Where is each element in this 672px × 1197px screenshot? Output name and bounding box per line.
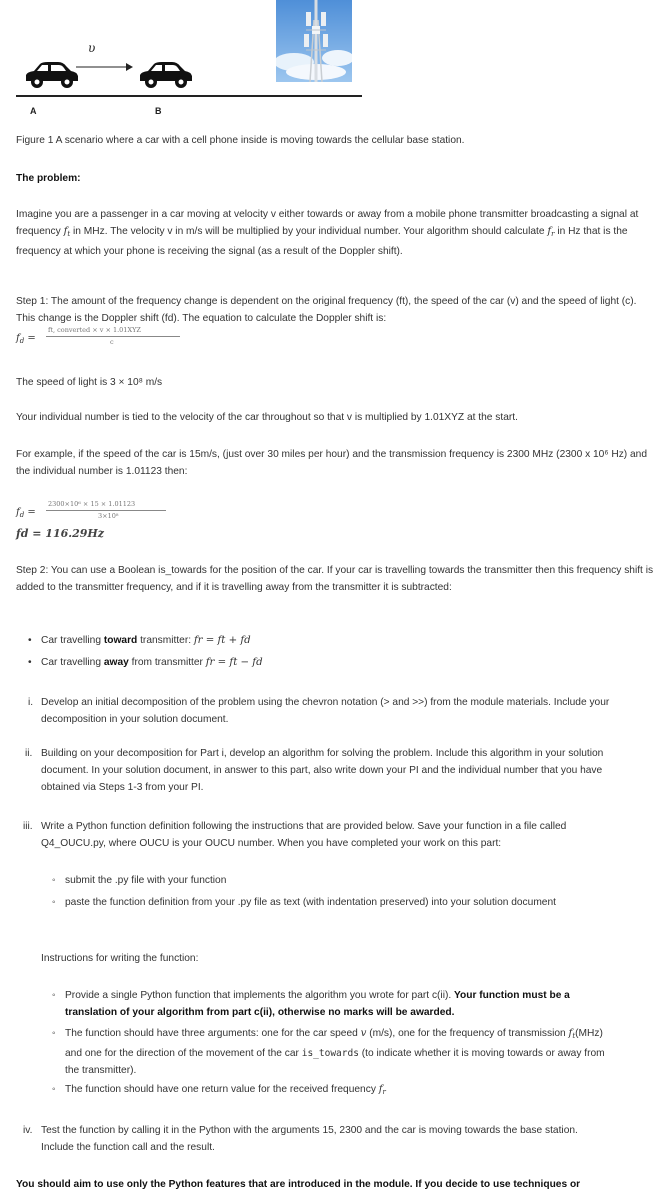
item-ii-text: Building on your decomposition for Part i, develop an algorithm for solving the problem. Include this algorithm in your solution document. In your solution document, in answer to this part, also write down your PI and the individual number that you have obtained via Steps 1-3 from your PI.: [41, 748, 604, 793]
item-iii-text: Write a Python function definition following the instructions that are provided below. Save your function in a file called Q4_OUCU.py, where OUCU is your OUCU number. When you have completed your work on this part:: [41, 821, 567, 849]
item-iv-text: Test the function by calling it in the Python with the arguments 15, 2300 and the car is moving towards the base station. Include the function call and the result.: [41, 1125, 578, 1153]
instructions-heading: Instructions for writing the function:: [41, 953, 199, 964]
item-ii-number: ii.: [25, 748, 33, 759]
example-equation: $f_d$ = 2300×10⁶ × 15 × 1.01123 3×10⁸ fd = 116.29Hz: [16, 500, 316, 560]
step1-text: Step 1: The amount of the frequency change is dependent on the original frequency (ft), the speed of the car (v) and the speed of light (c). This change is the Doppler shift (fd). The equation to calculate the Doppler shift is:: [16, 296, 637, 324]
doppler-equation: $f_d$ = ft, converted × v × 1.01XYZ c: [16, 326, 316, 350]
intro-paragraph: Imagine you are a passenger in a car moving at velocity v either towards or away from a mobile phone transmitter broadcasting a signal at frequency $f_t$ in MHz. The velocity v in m/s will be multiplied by your individual number. Your algorithm should calculate $f_r$ in Hz that is the frequency at which your phone is receiving the signal (as a result of the Doppler shift).: [16, 209, 639, 257]
velocity-arrow-icon: [76, 62, 134, 72]
velocity-label: υ: [88, 41, 96, 55]
road-line: [16, 95, 362, 97]
example-text: For example, if the speed of the car is 15m/s, (just over 30 miles per hour) and the transmission frequency is 2300 MHz (2300 x 10⁶ Hz) and the individual number is 1.01123 then:: [16, 449, 648, 477]
example-numerator: 2300×10⁶ × 15 × 1.01123: [48, 500, 136, 508]
car-b-icon: [136, 60, 194, 90]
item-i-number: i.: [28, 697, 34, 708]
item-i-text: Develop an initial decomposition of the problem using the chevron notation (> and >>) from the module materials. Include your decomposition in your solution document.: [41, 697, 610, 725]
figure-caption: Figure 1 A scenario where a car with a cell phone inside is moving towards the cellular base station.: [16, 135, 465, 146]
individual-number-text: Your individual number is tied to the velocity of the car throughout so that v is multiplied by 1.01XYZ at the start.: [16, 412, 518, 423]
example-result: fd = 116.29Hz: [16, 527, 105, 540]
car-a-icon: [22, 60, 80, 90]
speed-of-light: The speed of light is 3 × 10⁸ m/s: [16, 377, 163, 388]
equation-denominator: c: [110, 338, 114, 346]
item-iv-number: iv.: [23, 1125, 33, 1136]
item-iii-number: iii.: [23, 821, 33, 832]
cell-tower-image: [276, 0, 352, 82]
step2-text: Step 2: You can use a Boolean is_towards for the position of the car. If your car is travelling towards the transmitter then this frequency shift is added to the transmitter frequency, and if it is travelling away from the transmitter it is subtracted:: [16, 565, 654, 593]
label-b: B: [155, 106, 162, 116]
problem-heading: The problem:: [16, 173, 81, 184]
footer-note: You should aim to use only the Python features that are introduced in the module. If you decide to use techniques or: [16, 1179, 581, 1190]
label-a: A: [30, 106, 37, 116]
example-denominator: 3×10⁸: [98, 512, 119, 520]
equation-numerator: ft, converted × v × 1.01XYZ: [48, 326, 141, 334]
